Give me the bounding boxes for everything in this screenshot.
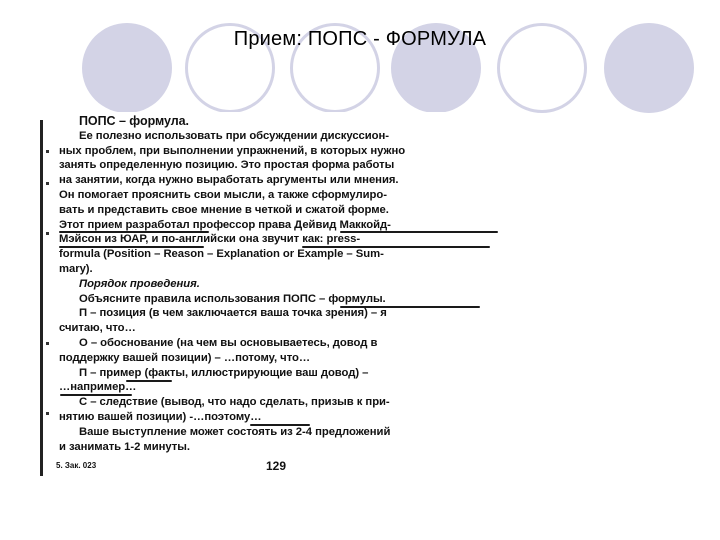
procedure-line: Объясните правила использования ПОПС – формулы. (79, 292, 386, 305)
procedure-line: П – пример (факты, иллюстрирующие ваш довод) – (79, 366, 369, 379)
scan-mark (46, 182, 49, 185)
underline-mark (340, 306, 480, 308)
scan-text-block (59, 114, 504, 454)
underline-mark (302, 246, 490, 248)
paragraph-line: formula (Position – Reason – Explanation or Example – Sum- (59, 248, 384, 261)
scanned-page (40, 112, 510, 480)
procedure-line: и занимать 1-2 минуты. (59, 440, 190, 453)
underline-mark (59, 231, 209, 233)
scan-mark (46, 412, 49, 415)
procedure-line: Ваше выступление может состоять из 2-4 предложений (79, 425, 391, 438)
paragraph-line: Мэйсон из ЮАР, и по-английски она звучит как: press- (59, 233, 361, 246)
paragraph-line: Он помогает прояснить свои мысли, а также сформулиро- (59, 188, 387, 201)
procedure-line: П – позиция (в чем заключается ваша точка зрения) – я (79, 307, 387, 320)
procedure-line: …например… (59, 381, 137, 394)
scan-mark (46, 232, 49, 235)
paragraph-line: на занятии, когда нужно выработать аргументы или мнения. (59, 174, 399, 187)
paragraph-line: Ее полезно использовать при обсуждении дискуссион- (79, 129, 390, 142)
paragraph-line: занять определенную позицию. Это простая форма работы (59, 159, 395, 172)
scan-mark (46, 342, 49, 345)
underline-mark (59, 246, 204, 248)
procedure-line: С – следствие (вывод, что надо сделать, призыв к при- (79, 396, 390, 409)
footer-signature: 5. Зак. 023 (56, 461, 97, 470)
procedure-title: Порядок проведения. (79, 277, 200, 290)
paragraph-line: mary). (59, 262, 93, 275)
procedure-line: О – обоснование (на чем вы основываетесь, довод в (79, 336, 378, 349)
scan-mark (46, 150, 49, 153)
paragraph-line: ных проблем, при выполнении упражнений, в которых нужно (59, 144, 406, 157)
paragraph-line: Этот прием разработал профессор права Дейвид Маккойд- (59, 218, 391, 231)
paragraph-line: вать и представить свое мнение в четкой и сжатой форме. (59, 203, 389, 216)
scan-left-edge (40, 120, 43, 476)
procedure-line: поддержку вашей позиции) – …потому, что… (59, 351, 311, 364)
procedure-line: нятию вашей позиции) -…поэтому… (59, 410, 262, 423)
underline-mark (60, 394, 132, 396)
underline-mark (250, 424, 310, 426)
procedure-line: считаю, что… (59, 322, 136, 335)
page-number: 129 (266, 459, 287, 473)
slide-title: Прием: ПОПС - ФОРМУЛА (233, 28, 487, 50)
underline-mark (340, 231, 498, 233)
underline-mark (126, 380, 172, 382)
scan-heading: ПОПС – формула. (79, 114, 189, 128)
